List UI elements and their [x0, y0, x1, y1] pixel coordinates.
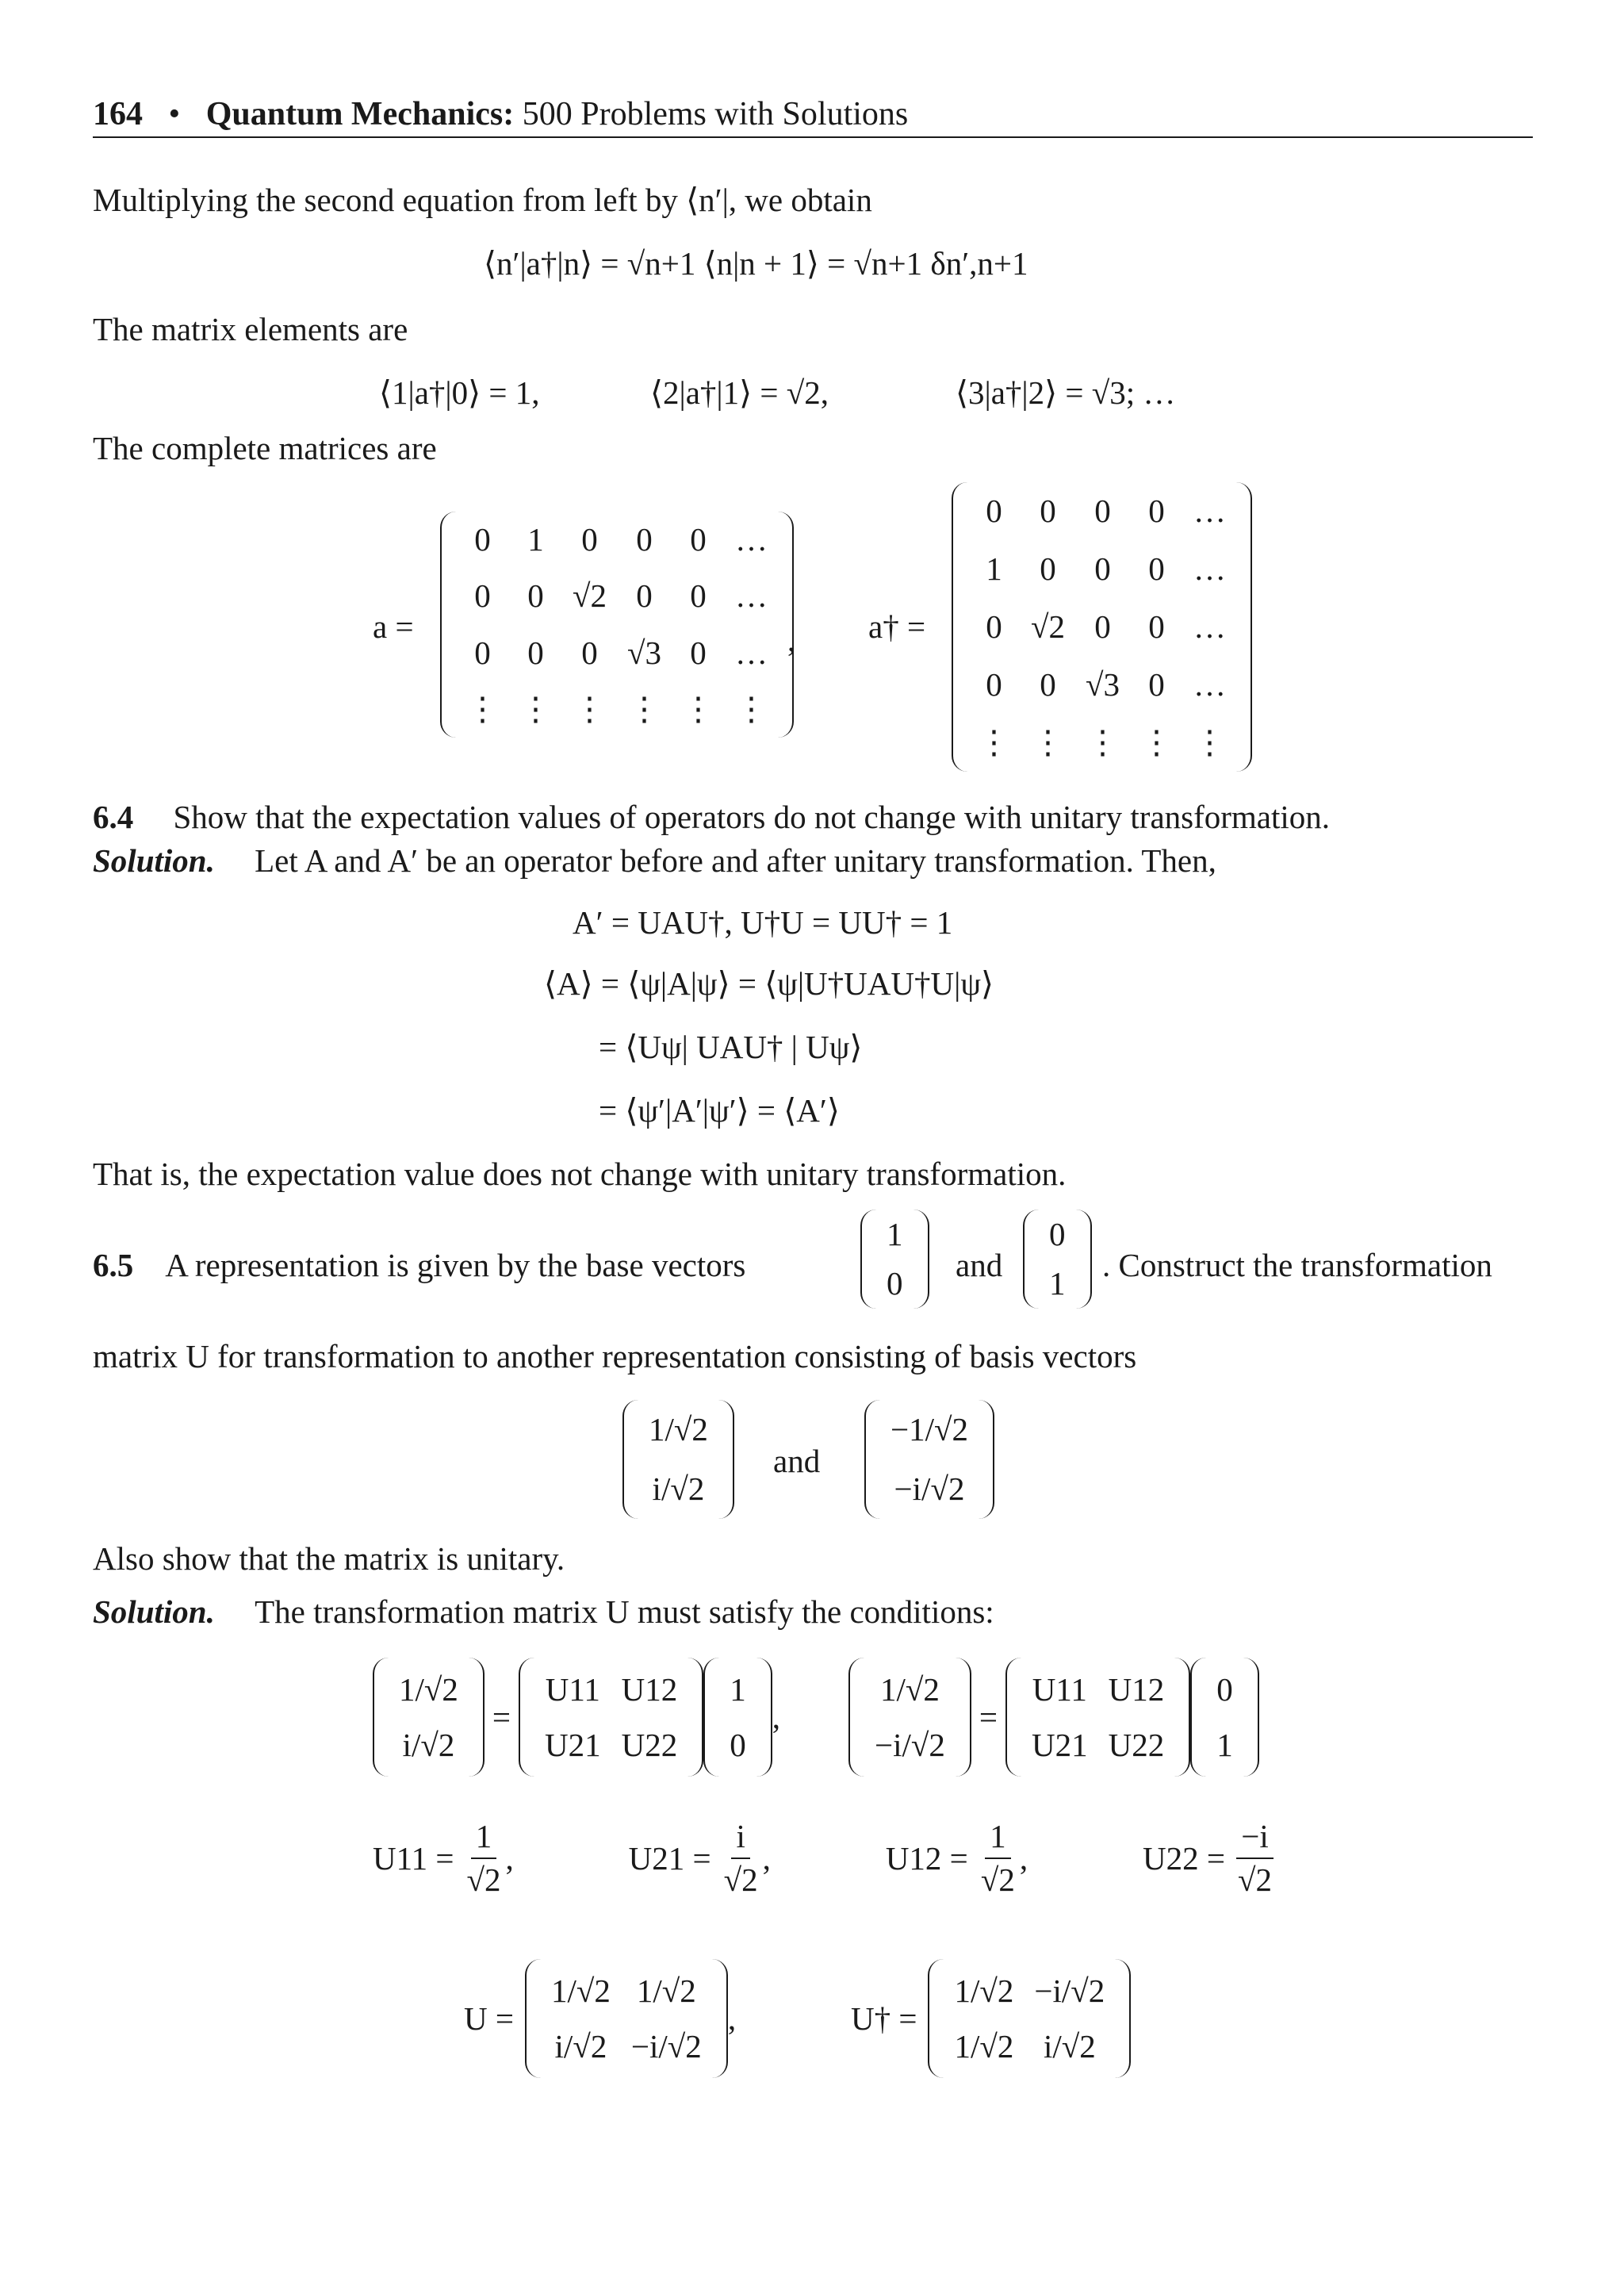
basis-vector-1 — [622, 1400, 734, 1519]
matrix-cell: 0 — [1148, 493, 1165, 529]
matrix-cell: 0 — [1049, 1215, 1066, 1252]
problem-6-4 — [93, 801, 1533, 834]
matrix-cell: 0 — [1094, 493, 1111, 529]
matrix-cell: i/√2 — [652, 1470, 705, 1507]
basis-vector-1-grid — [638, 1400, 718, 1519]
matrix-cell: i/√2 — [554, 2027, 607, 2065]
complete-matrices-label — [93, 432, 437, 465]
u-value-fraction — [462, 1820, 505, 1896]
matrix-cell: 0 — [474, 521, 491, 558]
cond-u-2 — [1021, 1662, 1174, 1773]
eq-expect-3: = ⟨ψ′|A′|ψ′⟩ = ⟨A′⟩ — [599, 1092, 840, 1129]
u-value-lhs: U12 = — [885, 1839, 968, 1877]
basis-vector-2 — [864, 1400, 994, 1519]
u-value — [886, 1820, 1028, 1896]
eq-unitary: A′ = UAU†, U†U = UU† = 1 — [573, 904, 953, 941]
u-value-fraction — [976, 1820, 1020, 1896]
matrix-cell: 0 — [527, 634, 544, 671]
matrix-cell: U21 — [545, 1726, 601, 1763]
matrix-cell: U11 — [1032, 1670, 1087, 1708]
numerator: 1 — [471, 1820, 497, 1859]
comma: , — [762, 1839, 771, 1877]
denominator: √2 — [723, 1861, 758, 1898]
element-eq-3: ⟨3|a†|2⟩ = √3; … — [956, 374, 1176, 411]
matrix-cell: −i/√2 — [630, 2027, 702, 2065]
denominator: √2 — [1237, 1861, 1272, 1898]
eq-expect-1: ⟨A⟩ = ⟨ψ|A|ψ⟩ = ⟨ψ|U†UAU†U|ψ⟩ — [544, 965, 994, 1002]
matrix-elements-text: The matrix elements are — [93, 311, 408, 347]
matrix-adag — [952, 482, 1252, 772]
u-value-lhs: U11 = — [373, 1839, 454, 1877]
matrix-cell: … — [735, 521, 768, 558]
problem-text-b: . Construct the transformation — [1102, 1247, 1492, 1283]
denominator: √2 — [466, 1861, 501, 1898]
numerator: −i — [1236, 1820, 1274, 1859]
matrix-cell: U12 — [1108, 1670, 1165, 1708]
book-title: Quantum Mechanics: — [205, 96, 515, 132]
solution-6-5 — [93, 1593, 994, 1630]
matrix-cell: 0 — [474, 577, 491, 615]
matrix-cell: U22 — [621, 1726, 678, 1763]
matrix-cell: 0 — [1094, 550, 1111, 587]
matrix-cell: −i/√2 — [894, 1470, 965, 1507]
matrix-cell: −i/√2 — [1034, 1972, 1105, 2009]
conclusion-6-4: That is, the expectation value does not change with unitary transformation. — [93, 1156, 1067, 1192]
cond-rhs-1 — [719, 1662, 756, 1773]
matrix-cell: … — [1193, 493, 1227, 529]
matrix-cell: … — [735, 634, 768, 671]
problem-number: 6.4 — [93, 799, 134, 835]
and-text-2: and — [773, 1443, 821, 1479]
matrix-cell: 1/√2 — [954, 1972, 1014, 2009]
problem-number: 6.5 — [93, 1247, 134, 1283]
matrix-cell: i/√2 — [1043, 2027, 1096, 2065]
matrix-cell: ⋮ — [978, 724, 1010, 761]
solution-text: The transformation matrix U must satisfy the conditions: — [255, 1593, 994, 1630]
matrix-elements-label — [93, 313, 408, 346]
matrix-cell: 0 — [636, 521, 653, 558]
matrix-cell: ⋮ — [628, 690, 661, 727]
u-values-row — [373, 1820, 1277, 1896]
complete-matrices-text: The complete matrices are — [93, 430, 437, 466]
matrix-cell: 1 — [1049, 1265, 1066, 1302]
matrix-cell: … — [735, 577, 768, 615]
matrix-U — [464, 1959, 736, 2078]
cond-rhs-2 — [1206, 1662, 1243, 1773]
base-vector-2 — [1023, 1210, 1092, 1309]
matrix-cell: 0 — [1040, 493, 1056, 529]
matrix-cell: 1 — [986, 550, 1002, 587]
equals: = — [979, 1698, 998, 1735]
intro-line — [93, 184, 1533, 217]
matrix-cell: √3 — [627, 634, 662, 671]
basis-vector-2-grid — [880, 1400, 979, 1519]
matrix-cell: 0 — [887, 1265, 903, 1302]
matrix-a-label: a = — [373, 608, 414, 645]
matrix-Udag-grid — [944, 1963, 1115, 2074]
u-value-lhs: U22 = — [1143, 1839, 1225, 1877]
comma: , — [1019, 1839, 1028, 1877]
numerator: 1 — [985, 1820, 1011, 1859]
U-label: U = — [464, 1999, 514, 2037]
u-value-fraction — [1233, 1820, 1277, 1896]
matrix-cell: U12 — [621, 1670, 678, 1708]
matrix-cell: 0 — [527, 577, 544, 615]
problem-text: Show that the expectation values of operators do not change with unitary transformation. — [173, 799, 1331, 835]
matrix-cell: 0 — [1216, 1670, 1233, 1708]
cond-u-1 — [534, 1662, 688, 1773]
problem-text-a: A representation is given by the base vectors — [165, 1247, 746, 1283]
matrix-adag-label: a† = — [868, 608, 926, 645]
matrix-cell: 0 — [1148, 608, 1165, 645]
matrix-cell: 0 — [986, 666, 1002, 703]
matrix-cell: 0 — [690, 577, 707, 615]
matrix-cell: −1/√2 — [891, 1411, 969, 1447]
matrix-cell: … — [1193, 550, 1227, 587]
matrix-cell: ⋮ — [573, 690, 606, 727]
Udag-label: U† = — [851, 1999, 917, 2037]
problem-line-2: matrix U for transformation to another representation consisting of basis vectors — [93, 1338, 1137, 1374]
u-value — [1143, 1820, 1277, 1896]
base-vector-1 — [860, 1210, 929, 1309]
matrix-cell: 0 — [1094, 608, 1111, 645]
matrix-a-grid — [456, 512, 778, 738]
matrix-cell: 0 — [474, 634, 491, 671]
matrix-cell: ⋮ — [1193, 724, 1227, 761]
matrix-U-grid — [541, 1963, 712, 2074]
solution-label: Solution. — [93, 842, 215, 879]
matrix-cell: 0 — [730, 1726, 746, 1763]
matrix-cell: ⋮ — [735, 690, 768, 727]
matrix-cell: 0 — [581, 521, 598, 558]
equals: = — [492, 1698, 511, 1735]
solution-label: Solution. — [93, 1593, 215, 1630]
matrix-cell: −i/√2 — [875, 1726, 945, 1763]
matrix-comma: , — [787, 622, 796, 658]
matrix-cell: 1 — [887, 1215, 903, 1252]
eq-expect-2: = ⟨Uψ| UAU† | Uψ⟩ — [599, 1029, 863, 1065]
matrix-cell: 1/√2 — [954, 2027, 1014, 2065]
matrix-cell: U21 — [1032, 1726, 1088, 1763]
matrix-cell: 0 — [690, 634, 707, 671]
base-vector-1-grid — [876, 1210, 914, 1309]
matrix-cell: ⋮ — [1032, 724, 1064, 761]
matrix-cell: 0 — [636, 577, 653, 615]
matrix-cell: 1 — [527, 521, 544, 558]
book-subtitle: 500 Problems with Solutions — [522, 96, 909, 132]
matrix-cell: 0 — [690, 521, 707, 558]
matrix-cell: ⋮ — [519, 690, 552, 727]
eq-matrix-element — [484, 247, 1028, 280]
matrix-cell: 1/√2 — [399, 1670, 458, 1708]
matrix-cell: … — [1193, 608, 1227, 645]
matrix-cell: 1/√2 — [550, 1972, 611, 2009]
comma: , — [505, 1839, 514, 1877]
matrix-cell: 0 — [1148, 550, 1165, 587]
matrix-cell: … — [1193, 666, 1227, 703]
page-number: 164 — [93, 96, 143, 132]
matrix-cell: 0 — [581, 634, 598, 671]
matrix-cell: i/√2 — [402, 1726, 455, 1763]
matrix-cell: 1/√2 — [880, 1670, 940, 1708]
condition-2 — [848, 1658, 1259, 1777]
u-value — [629, 1820, 771, 1896]
element-eq-2: ⟨2|a†|1⟩ = √2, — [650, 374, 829, 411]
matrix-cell: 0 — [986, 608, 1002, 645]
u-value — [373, 1820, 514, 1896]
element-eq-1: ⟨1|a†|0⟩ = 1, — [379, 374, 540, 411]
matrix-cell: ⋮ — [1140, 724, 1174, 761]
matrix-Udag — [851, 1959, 1131, 2078]
comma: , — [772, 1698, 780, 1735]
matrix-cell: 0 — [986, 493, 1002, 529]
eq-matrix-element-text: ⟨n′|a†|n⟩ = √n+1 ⟨n|n + 1⟩ = √n+1 δn′,n+1 — [484, 245, 1028, 282]
matrix-cell: 1/√2 — [636, 1972, 696, 2009]
matrix-cell: √2 — [573, 577, 607, 615]
matrix-adag-grid — [967, 482, 1236, 772]
matrix-cell: 0 — [1040, 666, 1056, 703]
bullet: • — [168, 96, 181, 132]
condition-1 — [373, 1658, 780, 1777]
matrix-cell: U22 — [1108, 1726, 1165, 1763]
matrix-cell: 0 — [1148, 666, 1165, 703]
matrix-cell: √3 — [1086, 666, 1120, 703]
running-header — [93, 95, 908, 133]
solution-6-4 — [93, 842, 1533, 879]
matrix-cell: 1/√2 — [649, 1411, 708, 1447]
cond-lhs-1 — [389, 1662, 469, 1773]
and-text: and — [956, 1247, 1003, 1283]
matrix-cell: ⋮ — [466, 690, 499, 727]
solution-text: Let A and A′ be an operator before and after unitary transformation. Then, — [255, 842, 1216, 879]
matrix-cell: ⋮ — [1086, 724, 1120, 761]
matrix-cell: 1 — [1216, 1726, 1233, 1763]
matrix-cell: √2 — [1031, 608, 1066, 645]
comma: , — [727, 1999, 737, 2037]
header-rule — [93, 136, 1533, 138]
matrix-a — [440, 512, 794, 738]
intro-text: Multiplying the second equation from left by ⟨n′|, we obtain — [93, 182, 872, 218]
base-vector-2-grid — [1039, 1210, 1076, 1309]
u-value-fraction — [719, 1820, 763, 1896]
u-value-lhs: U21 = — [628, 1839, 711, 1877]
matrix-cell: U11 — [545, 1670, 600, 1708]
cond-lhs-2 — [864, 1662, 956, 1773]
matrix-cell: 0 — [1040, 550, 1056, 587]
also-show-text: Also show that the matrix is unitary. — [93, 1540, 565, 1577]
numerator: i — [731, 1820, 749, 1859]
matrix-cell: 1 — [730, 1670, 746, 1708]
matrix-cell: ⋮ — [682, 690, 715, 727]
denominator: √2 — [980, 1861, 1015, 1898]
